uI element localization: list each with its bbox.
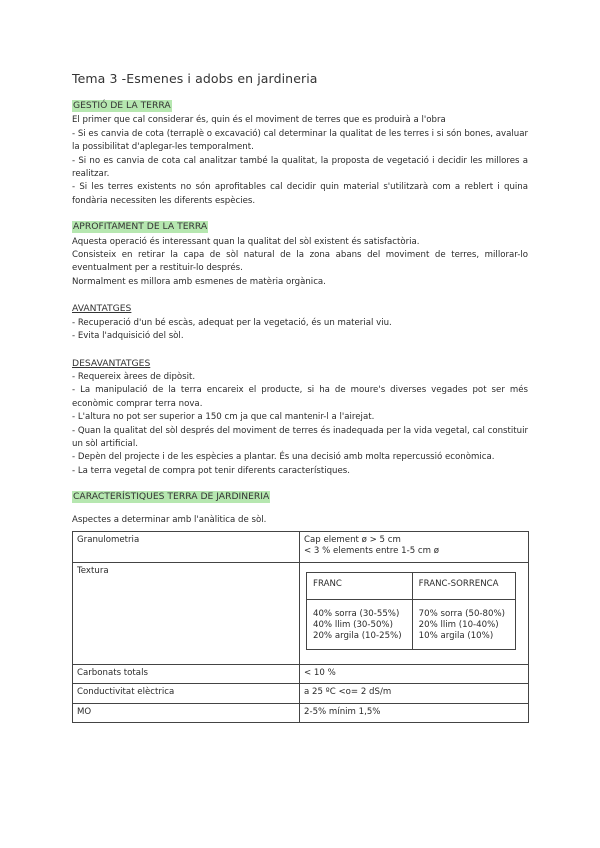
list-item: - L'altura no pot ser superior a 150 cm ja que cal mantenir-l a l'airejat. <box>72 412 375 423</box>
soil-characteristics-table <box>72 531 529 724</box>
paragraph: - Si no es canvia de cota cal analitzar també la qualitat, la proposta de vegetació i decidir les millores a realitzar. <box>72 155 528 180</box>
table-cell-label: Conductivitat elèctrica <box>73 684 300 704</box>
subtable-header: FRANC-SORRENCA <box>412 572 515 599</box>
value-line: 20% argila (10-25%) <box>313 630 402 641</box>
table-cell-value: a 25 ºC <o= 2 dS/m <box>300 684 529 704</box>
value-line: 20% llim (10-40%) <box>418 619 499 630</box>
paragraph: - Si es canvia de cota (terraplè o excavació) cal determinar la qualitat de les terres i si són bones, avaluar la possibilitat d'aplegar-les temporalment. <box>72 128 528 153</box>
section-aprofitament <box>72 221 528 289</box>
value-line: 70% sorra (50-80%) <box>418 608 505 619</box>
table-cell-label: Textura <box>73 562 300 664</box>
section-heading-avantatges: AVANTATGES <box>72 303 132 315</box>
subtable-cell <box>307 599 413 649</box>
table-row <box>73 684 529 704</box>
document-body <box>72 100 528 723</box>
list-item: - Evita l'adquisició del sòl. <box>72 331 184 342</box>
paragraph: - Si les terres existents no són aprofitables cal decidir quin material s'utilitzarà com a reblert i quina fondària necessiten les diferents espècies. <box>72 182 528 206</box>
section-caracteristiques <box>72 491 528 723</box>
section-desavantatges <box>72 357 528 479</box>
table-cell-label: Granulometria <box>73 531 300 562</box>
value-line: 40% sorra (30-55%) <box>313 608 400 619</box>
list-item: - La terra vegetal de compra pot tenir diferents característiques. <box>72 465 350 476</box>
table-cell-value <box>300 562 529 664</box>
paragraph: Aquesta operació és interessant quan la qualitat del sòl existent és satisfactòria. <box>72 236 420 247</box>
section-heading-desavantatges: DESAVANTATGES <box>72 357 151 369</box>
texture-subtable <box>306 572 516 650</box>
paragraph: El primer que cal considerar és, quin és el moviment de terres que es produirà a l'obra <box>72 115 446 126</box>
document-title: Tema 3 -Esmenes i adobs en jardineria <box>72 71 318 86</box>
paragraph: Normalment es millora amb esmenes de matèria orgànica. <box>72 276 326 287</box>
table-cell-label: MO <box>73 703 300 723</box>
section-heading-caracteristiques: CARACTERÍSTIQUES TERRA DE JARDINERIA <box>73 491 270 503</box>
list-item: - Quan la qualitat del sòl després del moviment de terres és inadequada per la vida vegetal, cal constituir un sòl artificial. <box>72 425 528 449</box>
subtable-header: FRANC <box>307 572 413 599</box>
table-cell-value: 2-5% mínim 1,5% <box>300 703 529 723</box>
section-heading-aprofitament: APROFITAMENT DE LA TERRA <box>73 221 208 233</box>
table-row <box>73 531 529 562</box>
section-heading-gestio: GESTIÓ DE LA TERRA <box>73 100 171 111</box>
list-item: - Depèn del projecte i de les espècies a plantar. És una decisió amb molta repercussió econòmica. <box>72 452 495 463</box>
table-row <box>73 703 529 723</box>
table-cell-label: Carbonats totals <box>73 664 300 684</box>
table-row <box>73 664 529 684</box>
table-cell-value <box>300 531 529 562</box>
value-line: 40% llim (30-50%) <box>313 619 393 630</box>
section-avantatges <box>72 302 528 343</box>
section-gestio <box>72 100 528 208</box>
table-intro: Aspectes a determinar amb l'anàlitica de sòl. <box>72 514 267 525</box>
list-item: - Recuperació d'un bé escàs, adequat per la vegetació, és un material viu. <box>72 317 392 328</box>
subtable-values-row <box>307 599 516 649</box>
list-item: - La manipulació de la terra encareix el producte, si ha de moure's diverses vegades pot ser més econòmic comprar terra nova. <box>72 385 528 409</box>
list-item: - Requereix àrees de dipòsit. <box>72 371 196 382</box>
paragraph: Consisteix en retirar la capa de sòl natural de la zona abans del moviment de terres, millorar-lo eventualment per a restituir-lo després. <box>72 250 528 274</box>
table-cell-value: < 10 % <box>300 664 529 684</box>
value-line: Cap element ø > 5 cm <box>304 534 401 545</box>
value-line: < 3 % elements entre 1-5 cm ø <box>304 546 439 557</box>
subtable-cell <box>412 599 515 649</box>
subtable-header-row <box>307 572 516 599</box>
value-line: 10% argila (10%) <box>418 630 494 641</box>
table-row <box>73 562 529 664</box>
